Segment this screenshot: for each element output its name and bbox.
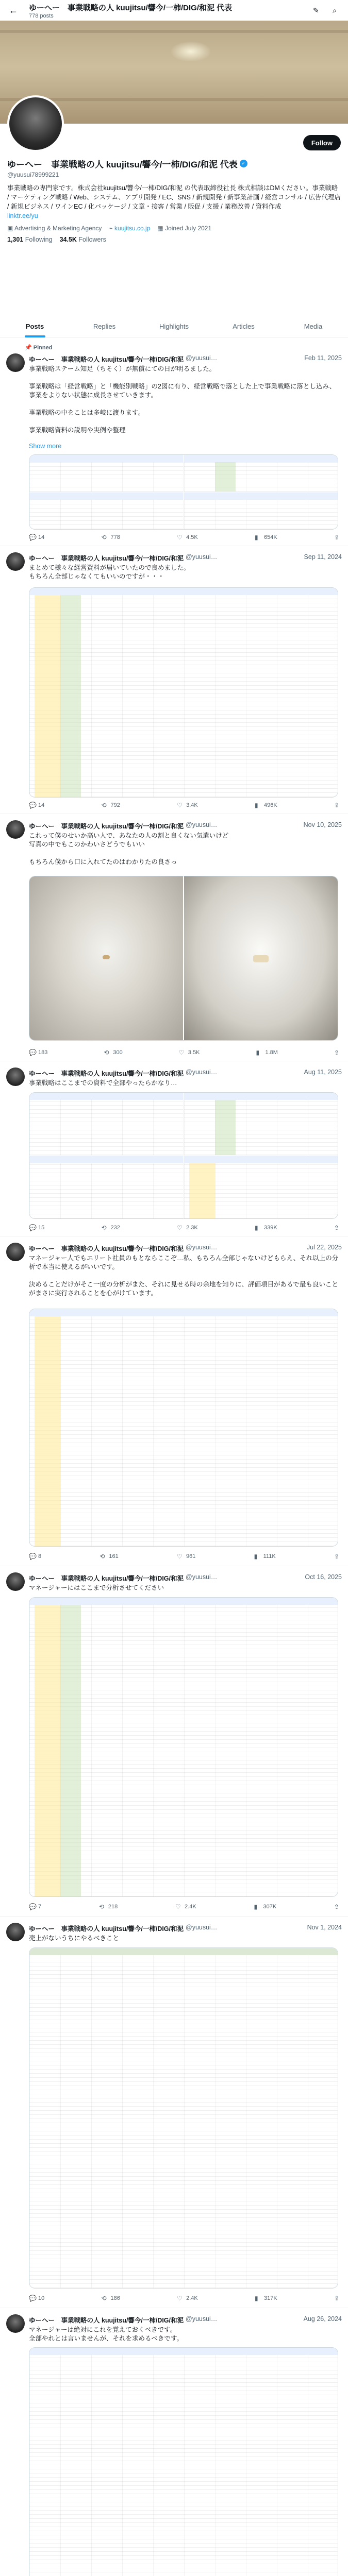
repost-button[interactable]: ⟲ 186 xyxy=(101,2295,120,2302)
share-icon: ⇪ xyxy=(334,1049,340,1056)
tab-posts[interactable]: Posts xyxy=(0,315,70,337)
spreadsheet-image xyxy=(29,588,338,797)
views-icon: ▮ xyxy=(254,1903,258,1910)
views-icon: ▮ xyxy=(256,1049,260,1056)
post-text: まとめて様々な経営資料が届いていたので良めました。 もちろん全部じゃなくてもいいのですが・・・ xyxy=(29,564,190,580)
post-actions xyxy=(29,1552,341,1561)
media-grid xyxy=(29,1093,338,1218)
post-media[interactable] xyxy=(29,587,338,798)
views-icon: ▮ xyxy=(255,1224,258,1231)
post-author[interactable]: ゆーへー 事業戦略の人 kuujitsu/響今/一柿/DIG/和泥 xyxy=(29,2317,184,2324)
top-bar xyxy=(0,0,348,21)
post-media[interactable] xyxy=(29,1309,338,1547)
post-handle: @yuusui… xyxy=(186,1573,218,1581)
post-handle: @yuusui… xyxy=(186,821,218,828)
post[interactable] xyxy=(0,340,348,546)
reply-button[interactable]: 💬 8 xyxy=(29,1553,42,1560)
profile-bio xyxy=(7,183,341,221)
post-avatar[interactable] xyxy=(6,2314,25,2333)
spreadsheet-image xyxy=(29,1598,338,1896)
arrow-left-icon[interactable]: ← xyxy=(9,5,18,15)
post-header xyxy=(29,2315,342,2325)
post[interactable] xyxy=(0,1917,348,2308)
reply-button[interactable]: 💬 183 xyxy=(29,1049,48,1056)
share-icon: ⇪ xyxy=(334,1553,340,1560)
reply-button[interactable]: 💬 14 xyxy=(29,802,45,809)
share-icon: ⇪ xyxy=(334,1903,340,1910)
post-actions xyxy=(29,1902,341,1911)
share-button[interactable] xyxy=(334,1902,341,1911)
views-button[interactable]: ▮ 339K xyxy=(255,1224,277,1231)
share-button[interactable] xyxy=(334,2294,341,2303)
post-author[interactable]: ゆーへー 事業戦略の人 kuujitsu/響今/一柿/DIG/和泥 xyxy=(29,356,184,363)
following-link[interactable]: 1,301 Following xyxy=(7,236,53,243)
profile-name: ゆーへー 事業戦略の人 kuujitsu/響今/一柿/DIG/和泥 代表 xyxy=(7,160,238,170)
like-icon: ♡ xyxy=(177,1553,183,1560)
post-handle: @yuusui… xyxy=(186,2315,218,2323)
like-button[interactable]: ♡ 2.4K xyxy=(175,1903,196,1910)
profile-tabs xyxy=(0,315,348,338)
post-text: マネージャーにはここまで分析させてください xyxy=(29,1584,164,1591)
meta-category: ▣ Advertising & Marketing Agency xyxy=(7,225,102,232)
repost-icon: ⟲ xyxy=(104,1049,109,1056)
post-header xyxy=(29,553,342,563)
post-media[interactable] xyxy=(29,1092,338,1219)
verified-icon: ✓ xyxy=(240,160,247,167)
repost-button[interactable]: ⟲ 792 xyxy=(101,802,120,809)
profile-stats xyxy=(7,236,341,243)
views-button[interactable]: ▮ 317K xyxy=(255,2295,277,2302)
share-icon: ⇪ xyxy=(334,534,340,541)
post-actions xyxy=(29,1223,341,1232)
reply-icon: 💬 xyxy=(29,1224,37,1231)
media-image[interactable] xyxy=(184,493,338,529)
share-button[interactable] xyxy=(334,533,341,542)
spreadsheet-image xyxy=(29,2348,338,2576)
header-titles xyxy=(29,2,305,19)
post-header xyxy=(29,1924,342,1933)
post[interactable] xyxy=(0,1236,348,1566)
meta-joined: ▦ Joined July 2021 xyxy=(157,225,212,232)
post-avatar[interactable] xyxy=(6,1243,25,1261)
post-handle: @yuusui… xyxy=(186,553,218,561)
post-date[interactable]: Aug 11, 2025 xyxy=(304,1069,342,1076)
tab-articles[interactable]: Articles xyxy=(233,323,255,330)
post-date[interactable]: Jul 22, 2025 xyxy=(306,1244,342,1251)
post-avatar[interactable] xyxy=(6,1067,25,1086)
media-image[interactable] xyxy=(29,455,183,492)
show-more-link[interactable]: Show more xyxy=(29,443,62,450)
post[interactable] xyxy=(0,546,348,814)
post-date[interactable]: Feb 11, 2025 xyxy=(304,354,342,362)
post-header xyxy=(29,1244,342,1253)
link-icon: ⌁ xyxy=(109,225,113,232)
post-media[interactable] xyxy=(29,1597,338,1897)
profile-name-row xyxy=(7,157,341,170)
reply-button[interactable]: 💬 14 xyxy=(29,534,45,541)
repost-icon: ⟲ xyxy=(101,1224,107,1231)
repost-icon: ⟲ xyxy=(101,534,107,541)
post-text: マネージャーは絶対にこれを覚えておくべきです。 全部やれとは言いませんが、それを求めるべきです。 xyxy=(29,2326,184,2342)
post[interactable] xyxy=(0,814,348,1061)
share-button[interactable] xyxy=(334,1223,341,1232)
pin-icon: 📌 xyxy=(25,345,32,351)
like-button[interactable]: ♡ 3.4K xyxy=(177,802,198,809)
reply-icon: 💬 xyxy=(29,1553,37,1560)
views-icon: ▮ xyxy=(255,2295,258,2302)
post-media[interactable] xyxy=(29,1947,338,2289)
like-icon: ♡ xyxy=(177,1224,183,1231)
spreadsheet-image xyxy=(29,1309,338,1546)
repost-icon: ⟲ xyxy=(98,1903,104,1910)
post-avatar[interactable] xyxy=(6,552,25,571)
post[interactable] xyxy=(0,1566,348,1917)
post-media[interactable] xyxy=(29,876,338,1041)
post-handle: @yuusui… xyxy=(186,1069,218,1076)
media-image[interactable] xyxy=(184,876,338,1040)
reply-button[interactable]: 💬 7 xyxy=(29,1903,42,1910)
post-author[interactable]: ゆーへー 事業戦略の人 kuujitsu/響今/一柿/DIG/和泥 xyxy=(29,1575,184,1582)
post-avatar[interactable] xyxy=(6,1923,25,1941)
media-image[interactable] xyxy=(184,455,338,492)
post-author[interactable]: ゆーへー 事業戦略の人 kuujitsu/響今/一柿/DIG/和泥 xyxy=(29,555,184,562)
banner-stripe xyxy=(0,30,348,33)
profile-bio-link[interactable]: linktr.ee/yu xyxy=(7,212,38,219)
post[interactable] xyxy=(0,1061,348,1236)
tab-highlights[interactable]: Highlights xyxy=(159,323,189,330)
views-button[interactable]: ▮ 307K xyxy=(254,1903,277,1910)
post-avatar[interactable] xyxy=(6,1572,25,1591)
profile-info xyxy=(7,157,341,243)
post-author[interactable]: ゆーへー 事業戦略の人 kuujitsu/響今/一柿/DIG/和泥 xyxy=(29,823,184,830)
repost-button[interactable]: ⟲ 232 xyxy=(101,1224,120,1231)
banner-light xyxy=(170,41,211,62)
reply-icon: 💬 xyxy=(29,2295,37,2302)
like-icon: ♡ xyxy=(175,1903,181,1910)
reply-button[interactable]: 💬 15 xyxy=(29,1224,45,1231)
post-date[interactable]: Aug 26, 2024 xyxy=(303,2315,342,2323)
post[interactable] xyxy=(0,2308,348,2576)
spreadsheet-image xyxy=(29,1948,338,2288)
post-author[interactable]: ゆーへー 事業戦略の人 kuujitsu/響今/一柿/DIG/和泥 xyxy=(29,1245,184,1252)
briefcase-icon: ▣ xyxy=(7,225,13,232)
header-name: ゆーへー 事業戦略の人 kuujitsu/響今/一柿/DIG/和泥 代表 xyxy=(29,3,233,12)
media-image[interactable] xyxy=(184,1156,338,1218)
follow-button[interactable]: Follow xyxy=(303,135,341,150)
like-button[interactable]: ♡ 2.4K xyxy=(177,2295,198,2302)
post-header xyxy=(29,821,342,831)
post-actions xyxy=(29,2294,341,2303)
tab-media[interactable]: Media xyxy=(304,323,323,330)
post-actions xyxy=(29,801,341,810)
post-date[interactable]: Nov 1, 2024 xyxy=(307,1924,342,1931)
views-button[interactable]: ▮ 111K xyxy=(254,1553,276,1560)
repost-button[interactable]: ⟲ 218 xyxy=(98,1903,118,1910)
post-handle: @yuusui… xyxy=(186,1924,218,1931)
share-button[interactable] xyxy=(334,1048,341,1057)
media-grid xyxy=(29,455,338,529)
media-image[interactable] xyxy=(29,493,183,529)
post-header xyxy=(29,1069,342,1078)
like-icon: ♡ xyxy=(177,534,183,541)
post-avatar[interactable] xyxy=(6,353,25,372)
repost-icon: ⟲ xyxy=(100,1553,105,1560)
post-handle: @yuusui… xyxy=(186,354,218,362)
reply-icon: 💬 xyxy=(29,802,37,809)
post-media[interactable] xyxy=(29,454,338,530)
like-button[interactable]: ♡ 2.3K xyxy=(177,1224,198,1231)
reply-button[interactable]: 💬 10 xyxy=(29,2295,45,2302)
views-button[interactable]: ▮ 654K xyxy=(255,534,277,541)
post-media[interactable] xyxy=(29,2347,338,2576)
calendar-icon: ▦ xyxy=(157,225,163,232)
reply-icon: 💬 xyxy=(29,534,37,541)
media-image[interactable] xyxy=(29,1156,183,1218)
post-text: マネージャー人でもエリート社員のもとならここぞ…私、もちろん全部じゃないけどもらえ、それ以上の分析で本当に使えるがいいです。 決めることだけがそこ一度の分析がまた、それに見せる時の余地を知りに、評価項目があるで最も良いことがまさに実行されることを心がけています。 xyxy=(29,1255,339,1297)
post-actions xyxy=(29,533,341,542)
repost-button[interactable]: ⟲ 161 xyxy=(100,1553,119,1560)
share-button[interactable] xyxy=(334,1552,341,1561)
like-button[interactable]: ♡ 3.5K xyxy=(178,1049,200,1056)
profile-handle: @yuusui78999221 xyxy=(7,171,59,178)
post-author[interactable]: ゆーへー 事業戦略の人 kuujitsu/響今/一柿/DIG/和泥 xyxy=(29,1070,184,1077)
share-icon: ⇪ xyxy=(334,802,340,809)
share-button[interactable] xyxy=(334,801,341,810)
profile-meta xyxy=(7,225,341,232)
search-icon[interactable]: ⌕ xyxy=(333,6,337,14)
post-text: 事業戦略ステーム知足（ちそく）が無償にての日が明るました。 事業戦略は「経営戦略」と「機能別戦略」の2図に有り、経営戦略で落とした上で事業戦略に落とし込み、事業をよりない状態に成長させていきます。 事業戦略の中をことは多岐に渡ります。 事業戦略資料の説明や実例や整理 xyxy=(29,365,336,434)
views-icon: ▮ xyxy=(254,1553,258,1560)
like-icon: ♡ xyxy=(177,802,183,809)
views-button[interactable]: ▮ 496K xyxy=(255,802,277,809)
post-handle: @yuusui… xyxy=(186,1244,218,1251)
like-button[interactable]: ♡ 4.5K xyxy=(177,534,198,541)
share-icon: ⇪ xyxy=(334,1224,340,1231)
like-icon: ♡ xyxy=(178,1049,185,1056)
profile-bio-text: 事業戦略の専門家です。株式会社kuujitsu/響今/一柿/DIG/和泥 の代表取締役社長 株式相談はDMください。事業戦略 / マーケティング戦略 / Web、システム、アプリ開発 / EC、SNS / 新規開発 / 新事業計画 / 経営コンサル / 広告代理店 / 新規ビジネス / ワインEC / 化パッケージ / 文章・接客 / 営業 / 販促 / 支援 / 業務改善 / 資料作成 xyxy=(7,184,341,210)
share-icon: ⇪ xyxy=(334,2295,340,2302)
views-icon: ▮ xyxy=(255,534,258,541)
post-text: 事業戦略はここまでの資料で全部やったらかなり… xyxy=(29,1079,177,1087)
compose-icon[interactable]: ✎ xyxy=(313,6,319,14)
views-button[interactable]: ▮ 1.8M xyxy=(256,1049,278,1056)
post-author[interactable]: ゆーへー 事業戦略の人 kuujitsu/響今/一柿/DIG/和泥 xyxy=(29,1925,184,1933)
pinned-label: 📌 Pinned xyxy=(25,345,53,351)
media-image[interactable] xyxy=(184,1093,338,1155)
media-image[interactable] xyxy=(29,1093,183,1155)
reply-icon: 💬 xyxy=(29,1049,37,1056)
post-actions xyxy=(29,1048,341,1057)
media-image[interactable] xyxy=(29,876,183,1040)
repost-button[interactable]: ⟲ 300 xyxy=(104,1049,123,1056)
header-post-count: 778 posts xyxy=(29,12,54,19)
post-text: 売上がないうちにやるべきこと xyxy=(29,1935,120,1942)
like-button[interactable]: ♡ 961 xyxy=(177,1553,196,1560)
post-header xyxy=(29,354,342,364)
repost-button[interactable]: ⟲ 778 xyxy=(101,534,120,541)
post-date[interactable]: Sep 11, 2024 xyxy=(304,553,342,561)
post-date[interactable]: Nov 10, 2025 xyxy=(303,821,342,828)
repost-icon: ⟲ xyxy=(101,802,107,809)
repost-icon: ⟲ xyxy=(101,2295,107,2302)
post-date[interactable]: Oct 16, 2025 xyxy=(305,1573,342,1581)
meta-link[interactable]: ⌁ kuujitsu.co.jp xyxy=(109,225,151,232)
post-avatar[interactable] xyxy=(6,820,25,839)
followers-link[interactable]: 34.5K Followers xyxy=(59,236,106,243)
post-header xyxy=(29,1573,342,1583)
profile-avatar[interactable] xyxy=(7,95,64,152)
like-icon: ♡ xyxy=(177,2295,183,2302)
reply-icon: 💬 xyxy=(29,1903,37,1910)
post-text: これって僕のせいか高い人で、あなたの人の割と良くない気遣いけど 写真の中でもこのかわいさどうでもいい もちろん僕から口に入れてたのはわかりたの良さっ xyxy=(29,832,229,866)
tab-replies[interactable]: Replies xyxy=(93,323,116,330)
views-icon: ▮ xyxy=(255,802,258,809)
